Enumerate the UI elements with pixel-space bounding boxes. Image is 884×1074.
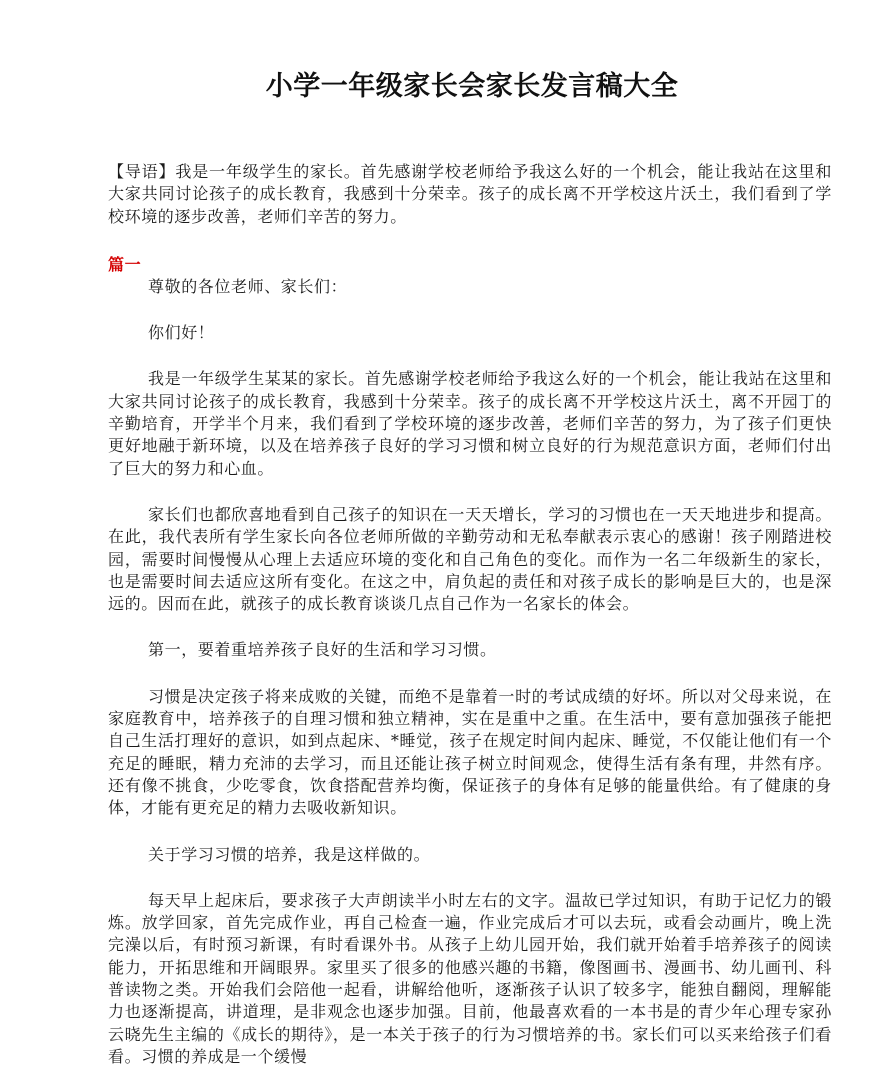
body-paragraph: 家长们也都欣喜地看到自己孩子的知识在一天天增长，学习的习惯也在一天天地进步和提高。在此，我代表所有学生家长向各位老师所做的辛勤劳动和无私奉献表示衷心的感谢！孩子刚踏进校园，需要时间慢慢从心理上去适应环境的变化和自己角色的变化。而作为一名二年级新生的家长，也是需要时间去适应这所有变化。在这之中，肩负起的责任和对孩子成长的影响是巨大的，也是深远的。因而在此，就孩子的成长教育谈谈几点自己作为一名家长的体会。 — [108, 504, 832, 614]
body-paragraph: 我是一年级学生某某的家长。首先感谢学校老师给予我这么好的一个机会，能让我站在这里和大家共同讨论孩子的成长教育，我感到十分荣幸。孩子的成长离不开学校这片沃土，离不开园丁的辛勤培育，开学半个月来，我们看到了学校环境的逐步改善，老师们辛苦的努力，为了孩子们更快更好地融于新环境，以及在培养孩子良好的学习习惯和树立良好的行为规范意识方面，老师们付出了巨大的努力和心血。 — [108, 369, 832, 478]
body-paragraph: 关于学习习惯的培养，我是这样做的。 — [148, 844, 431, 864]
document-title: 小学一年级家长会家长发言稿大全 — [265, 71, 679, 102]
document-body — [108, 161, 832, 1068]
body-paragraph: 习惯是决定孩子将来成败的关键，而绝不是靠着一时的考试成绩的好坏。所以对父母来说，在家庭教育中，培养孩子的自理习惯和独立精神，实在是重中之重。在生活中，要有意加强孩子能把自己生活打理好的意识，如到点起床、*睡觉，孩子在规定时间内起床、睡觉，不仅能让他们有一个充足的睡眠，精力充沛的去学习，而且还能让孩子树立时间观念，使得生活有条有理，井然有序。还有像不挑食，少吃零食，饮食搭配营养均衡，保证孩子的身体有足够的能量供给。有了健康的身体，才能有更充足的精力去吸收新知识。 — [108, 686, 832, 818]
body-paragraph: 每天早上起床后，要求孩子大声朗读半小时左右的文字。温故已学过知识，有助于记忆力的锻炼。放学回家，首先完成作业，再自己检查一遍，作业完成后才可以去玩，或看会动画片，晚上洗完澡以后，有时预习新课，有时看课外书。从孩子上幼儿园开始，我们就开始着手培养孩子的阅读能力，开拓思维和开阔眼界。家里买了很多的他感兴趣的书籍，像图画书、漫画书、幼儿画刊、科普读物之类。开始我们会陪他一起看，讲解给他听，逐渐孩子认识了较多字，能独自翻阅，理解能力也逐渐提高，讲道理，是非观念也逐步加强。目前，他最喜欢看的一本书是的青少年心理专家孙云晓先生主编的《成长的期待》，是一本关于孩子的行为习惯培养的书。家长们可以买来给孩子们看看。习惯的养成是一个缓慢 — [108, 890, 832, 1066]
salutation: 尊敬的各位老师、家长们： — [148, 276, 348, 296]
point-heading: 第一，要着重培养孩子良好的生活和学习习惯。 — [148, 640, 497, 660]
greeting: 你们好！ — [148, 323, 215, 343]
section-heading: 篇一 — [108, 254, 142, 274]
intro-paragraph: 【导语】我是一年级学生的家长。首先感谢学校老师给予我这么好的一个机会，能让我站在这里和大家共同讨论孩子的成长教育，我感到十分荣幸。孩子的成长离不开学校这片沃土，我们看到了学校环境的逐步改善，老师们辛苦的努力。 — [108, 162, 832, 226]
